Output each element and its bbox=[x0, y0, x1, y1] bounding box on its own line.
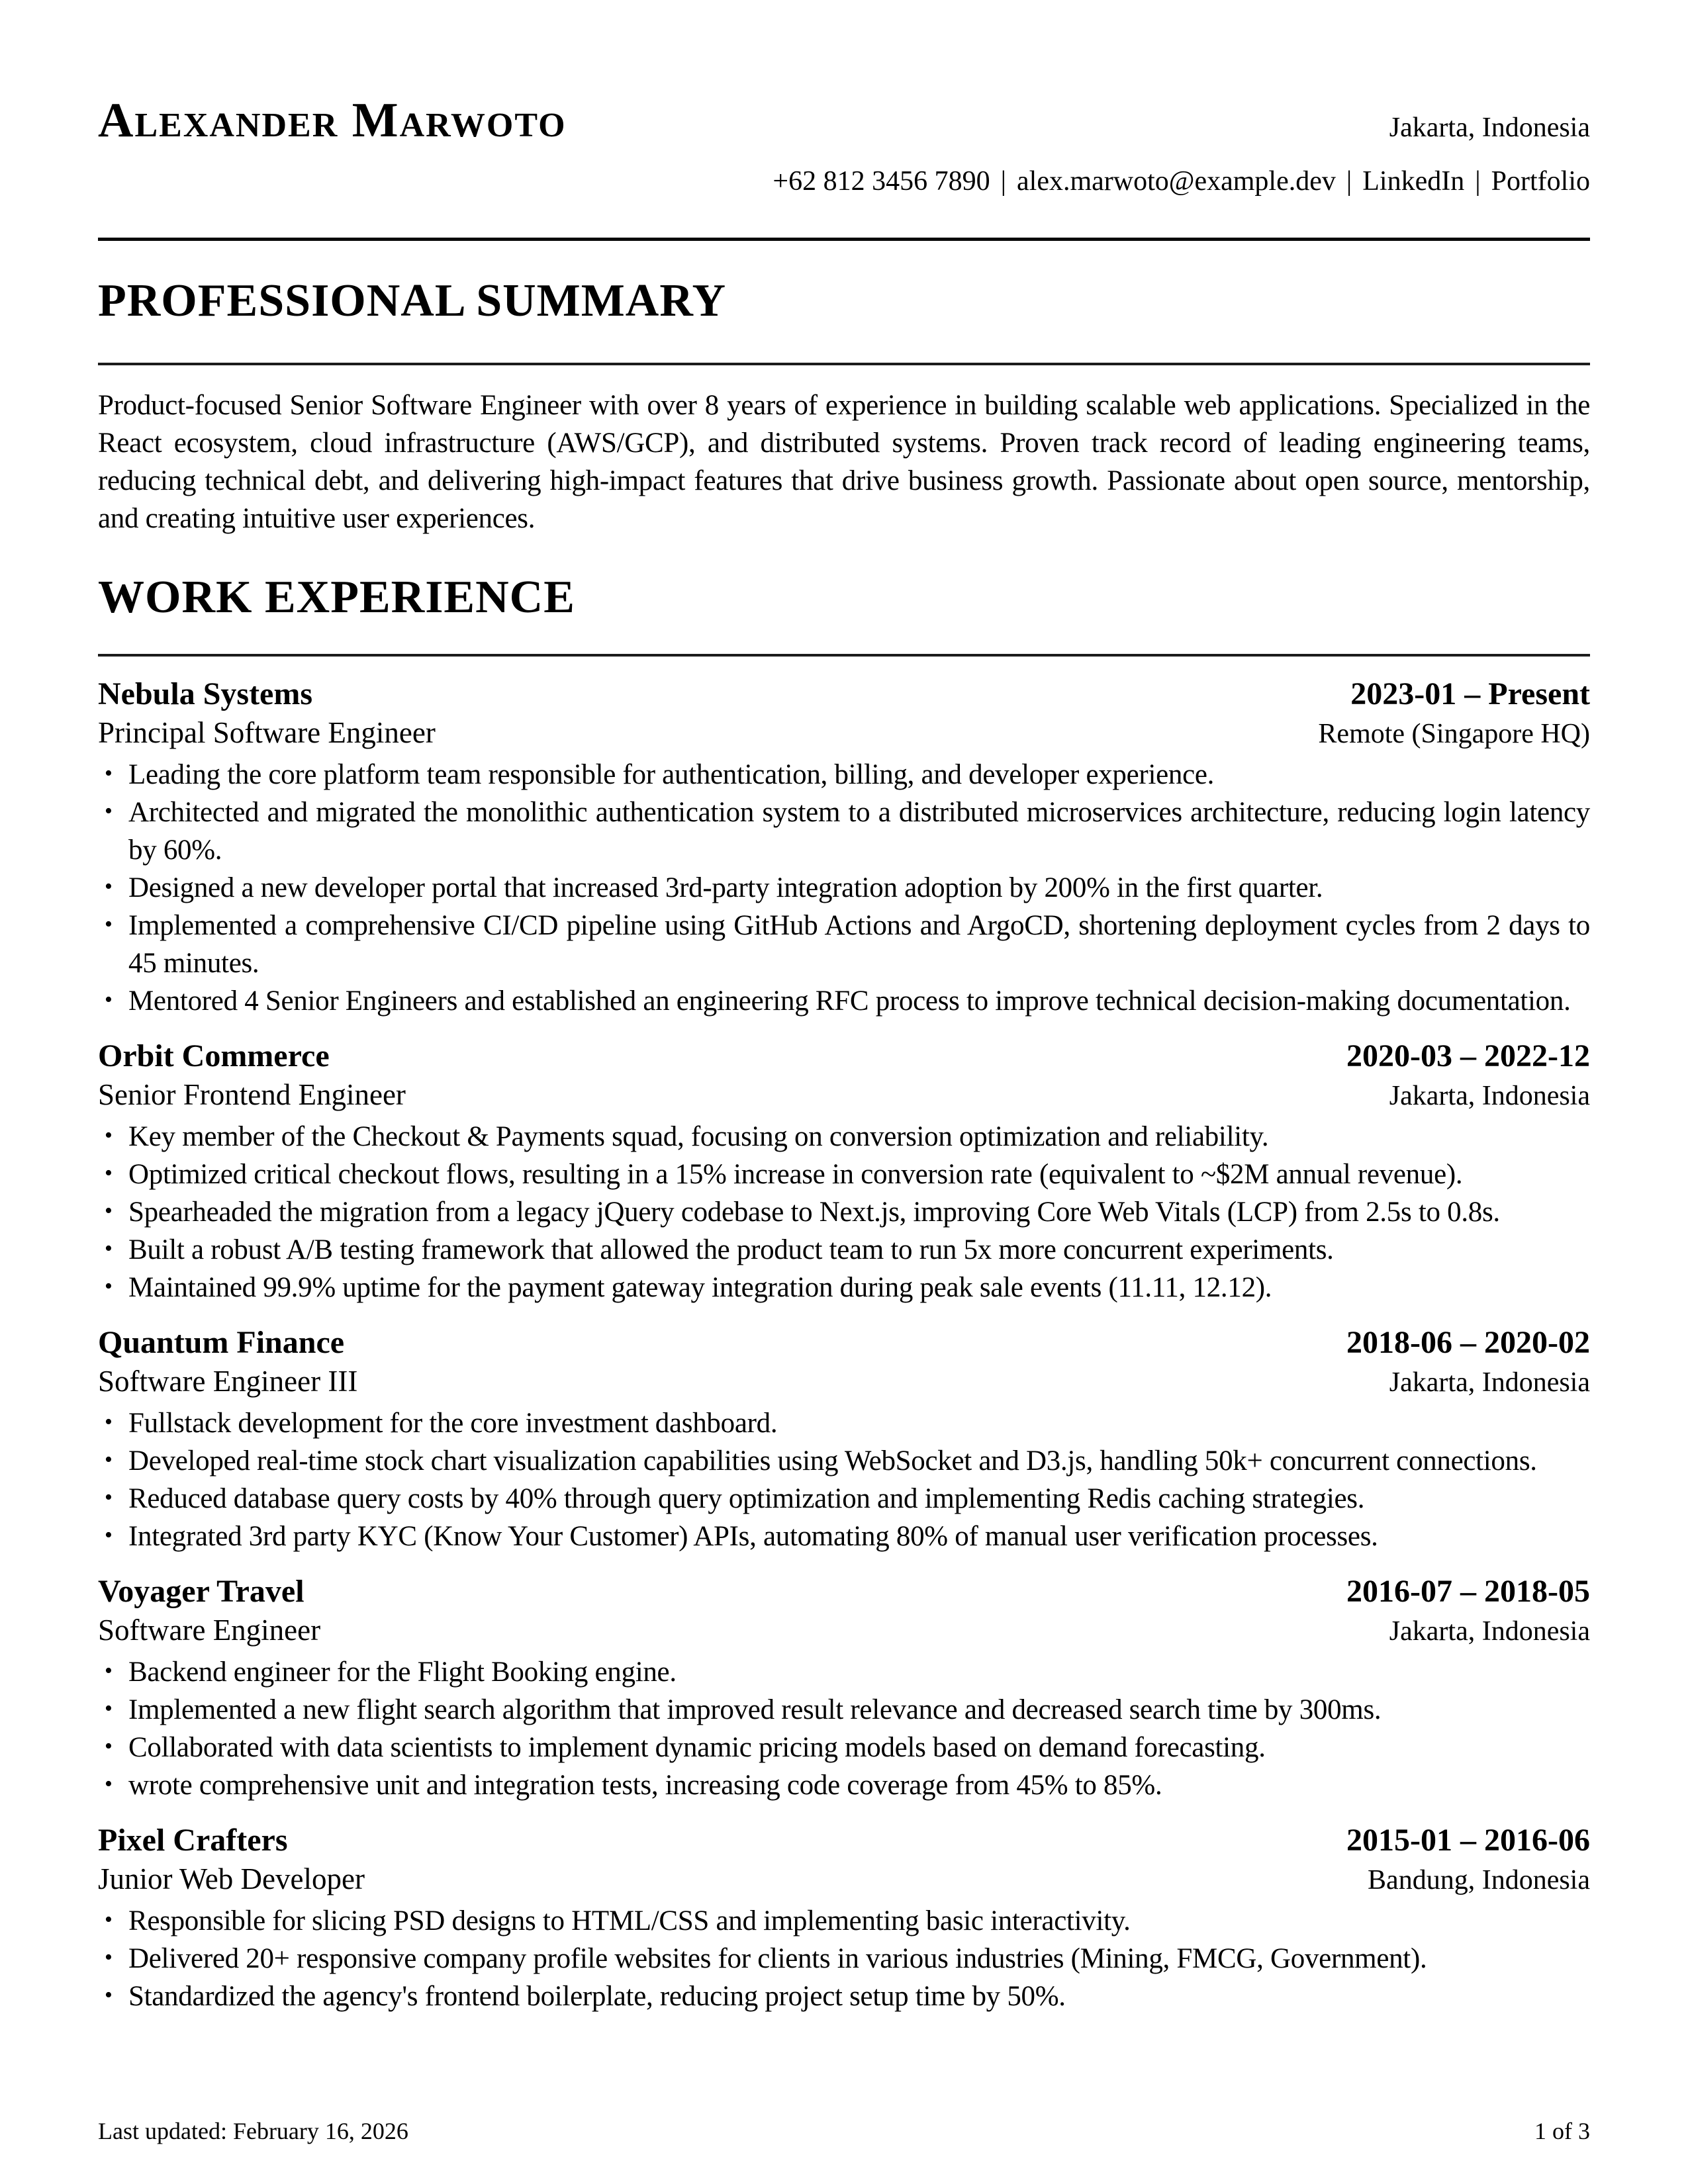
job-bullet-list bbox=[98, 1404, 1590, 1555]
job-header-row bbox=[98, 1572, 1590, 1611]
job-bullet: • Architected and migrated the monolithic authentication system to a distributed microservices architecture, reducing login latency by 60%. bbox=[98, 794, 1590, 869]
linkedin-link[interactable]: LinkedIn bbox=[1362, 166, 1465, 197]
date-range: 2023-01 – Present bbox=[1350, 676, 1590, 711]
job-subheader-row bbox=[98, 1860, 1590, 1899]
job-bullet-list bbox=[98, 1902, 1590, 2015]
company-name: Pixel Crafters bbox=[98, 1823, 288, 1858]
footer bbox=[98, 2119, 1590, 2143]
job-subheader-row bbox=[98, 1611, 1590, 1651]
job-header-row bbox=[98, 1037, 1590, 1075]
job-subheader-row bbox=[98, 713, 1590, 753]
job-bullet: • Reduced database query costs by 40% through query optimization and implementing Redis caching strategies. bbox=[98, 1480, 1590, 1518]
job-bullet: • Key member of the Checkout & Payments squad, focusing on conversion optimization and reliability. bbox=[98, 1118, 1590, 1156]
job-location: Bandung, Indonesia bbox=[1368, 1865, 1590, 1895]
job-bullet: • Maintained 99.9% uptime for the payment gateway integration during peak sale events (11.11, 12.12). bbox=[98, 1269, 1590, 1306]
job-bullet: • Built a robust A/B testing framework that allowed the product team to run 5x more concurrent experiments. bbox=[98, 1231, 1590, 1269]
job-title: Senior Frontend Engineer bbox=[98, 1078, 406, 1111]
date-range: 2016-07 – 2018-05 bbox=[1346, 1574, 1590, 1609]
job-bullet-list bbox=[98, 756, 1590, 1020]
job-bullet: • Designed a new developer portal that increased 3rd-party integration adoption by 200% in the first quarter. bbox=[98, 869, 1590, 907]
company-name: Nebula Systems bbox=[98, 676, 313, 711]
job-bullet-list bbox=[98, 1653, 1590, 1804]
job-bullet: • Integrated 3rd party KYC (Know Your Customer) APIs, automating 80% of manual user verification processes. bbox=[98, 1518, 1590, 1555]
contact-separator: | bbox=[1346, 166, 1352, 197]
candidate-name: Alexander Marwoto bbox=[98, 93, 567, 148]
job-bullet: • Developed real-time stock chart visualization capabilities using WebSocket and D3.js, handling 50k+ concurrent connections. bbox=[98, 1442, 1590, 1480]
job-bullet: • Implemented a comprehensive CI/CD pipeline using GitHub Actions and ArgoCD, shortening deployment cycles from 2 days to 45 minutes. bbox=[98, 907, 1590, 982]
job-location: Jakarta, Indonesia bbox=[1389, 1616, 1590, 1647]
job-subheader-row bbox=[98, 1362, 1590, 1402]
date-range: 2020-03 – 2022-12 bbox=[1346, 1038, 1590, 1073]
job-header-row bbox=[98, 1821, 1590, 1860]
phone-number: +62 812 3456 7890 bbox=[773, 166, 990, 197]
job-bullet: • Mentored 4 Senior Engineers and established an engineering RFC process to improve technical decision-making documentation. bbox=[98, 982, 1590, 1020]
job-bullet: • Backend engineer for the Flight Booking engine. bbox=[98, 1653, 1590, 1691]
last-updated-text: Last updated: February 16, 2026 bbox=[98, 2118, 408, 2144]
header bbox=[98, 93, 1590, 148]
jobs-list bbox=[98, 675, 1590, 2015]
job-header-row bbox=[98, 1324, 1590, 1362]
job-location: Jakarta, Indonesia bbox=[1389, 1367, 1590, 1398]
job-bullet: • Implemented a new flight search algorithm that improved result relevance and decreased search time by 300ms. bbox=[98, 1691, 1590, 1729]
contact-separator: | bbox=[1000, 166, 1007, 197]
job-bullet: • Spearheaded the migration from a legacy jQuery codebase to Next.js, improving Core Web Vitals (LCP) from 2.5s to 0.8s. bbox=[98, 1193, 1590, 1231]
header-divider bbox=[98, 238, 1590, 241]
job-bullet-list bbox=[98, 1118, 1590, 1306]
company-name: Voyager Travel bbox=[98, 1574, 305, 1609]
job-title: Junior Web Developer bbox=[98, 1862, 365, 1895]
company-name: Orbit Commerce bbox=[98, 1038, 330, 1073]
job-bullet: • Responsible for slicing PSD designs to HTML/CSS and implementing basic interactivity. bbox=[98, 1902, 1590, 1940]
job-subheader-row bbox=[98, 1075, 1590, 1115]
job-bullet: • Delivered 20+ responsive company profile websites for clients in various industries (Mining, FMCG, Government). bbox=[98, 1940, 1590, 1978]
page-number: 1 of 3 bbox=[1534, 2118, 1590, 2144]
date-range: 2018-06 – 2020-02 bbox=[1346, 1325, 1590, 1360]
job-entry bbox=[98, 675, 1590, 1020]
email-link[interactable]: alex.marwoto@example.dev bbox=[1017, 166, 1336, 197]
job-location: Remote (Singapore HQ) bbox=[1318, 719, 1590, 749]
job-location: Jakarta, Indonesia bbox=[1389, 1081, 1590, 1111]
work-section-divider bbox=[98, 654, 1590, 657]
section-title-summary: PROFESSIONAL SUMMARY bbox=[98, 275, 727, 326]
contact-separator: | bbox=[1475, 166, 1481, 197]
job-bullet: • Optimized critical checkout flows, resulting in a 15% increase in conversion rate (equivalent to ~$2M annual revenue). bbox=[98, 1156, 1590, 1193]
job-entry bbox=[98, 1037, 1590, 1306]
job-title: Principal Software Engineer bbox=[98, 716, 436, 749]
job-bullet: • Standardized the agency's frontend boilerplate, reducing project setup time by 50%. bbox=[98, 1978, 1590, 2015]
summary-text: Product-focused Senior Software Engineer with over 8 years of experience in building scalable web applications. Specialized in the React ecosystem, cloud infrastructure (AWS/GCP), and distributed systems. Proven track record of leading engineering teams, reducing technical debt, and delivering high-impact features that drive business growth. Passionate about open source, mentorship, and creating intuitive user experiences. bbox=[98, 390, 1590, 534]
job-bullet: • Leading the core platform team responsible for authentication, billing, and developer experience. bbox=[98, 756, 1590, 794]
date-range: 2015-01 – 2016-06 bbox=[1346, 1823, 1590, 1858]
portfolio-link[interactable]: Portfolio bbox=[1491, 166, 1590, 197]
job-bullet: • Fullstack development for the core investment dashboard. bbox=[98, 1404, 1590, 1442]
summary-section-divider bbox=[98, 363, 1590, 365]
section-title-work-experience: WORK EXPERIENCE bbox=[98, 572, 575, 623]
job-header-row bbox=[98, 675, 1590, 713]
job-entry bbox=[98, 1324, 1590, 1555]
job-entry bbox=[98, 1821, 1590, 2015]
job-title: Software Engineer bbox=[98, 1614, 321, 1647]
job-bullet: • Collaborated with data scientists to implement dynamic pricing models based on demand forecasting. bbox=[98, 1729, 1590, 1766]
job-entry bbox=[98, 1572, 1590, 1804]
header-location: Jakarta, Indonesia bbox=[1389, 113, 1590, 143]
company-name: Quantum Finance bbox=[98, 1325, 345, 1360]
job-bullet: • wrote comprehensive unit and integration tests, increasing code coverage from 45% to 85%. bbox=[98, 1766, 1590, 1804]
job-title: Software Engineer III bbox=[98, 1365, 358, 1398]
contact-line bbox=[98, 165, 1590, 198]
